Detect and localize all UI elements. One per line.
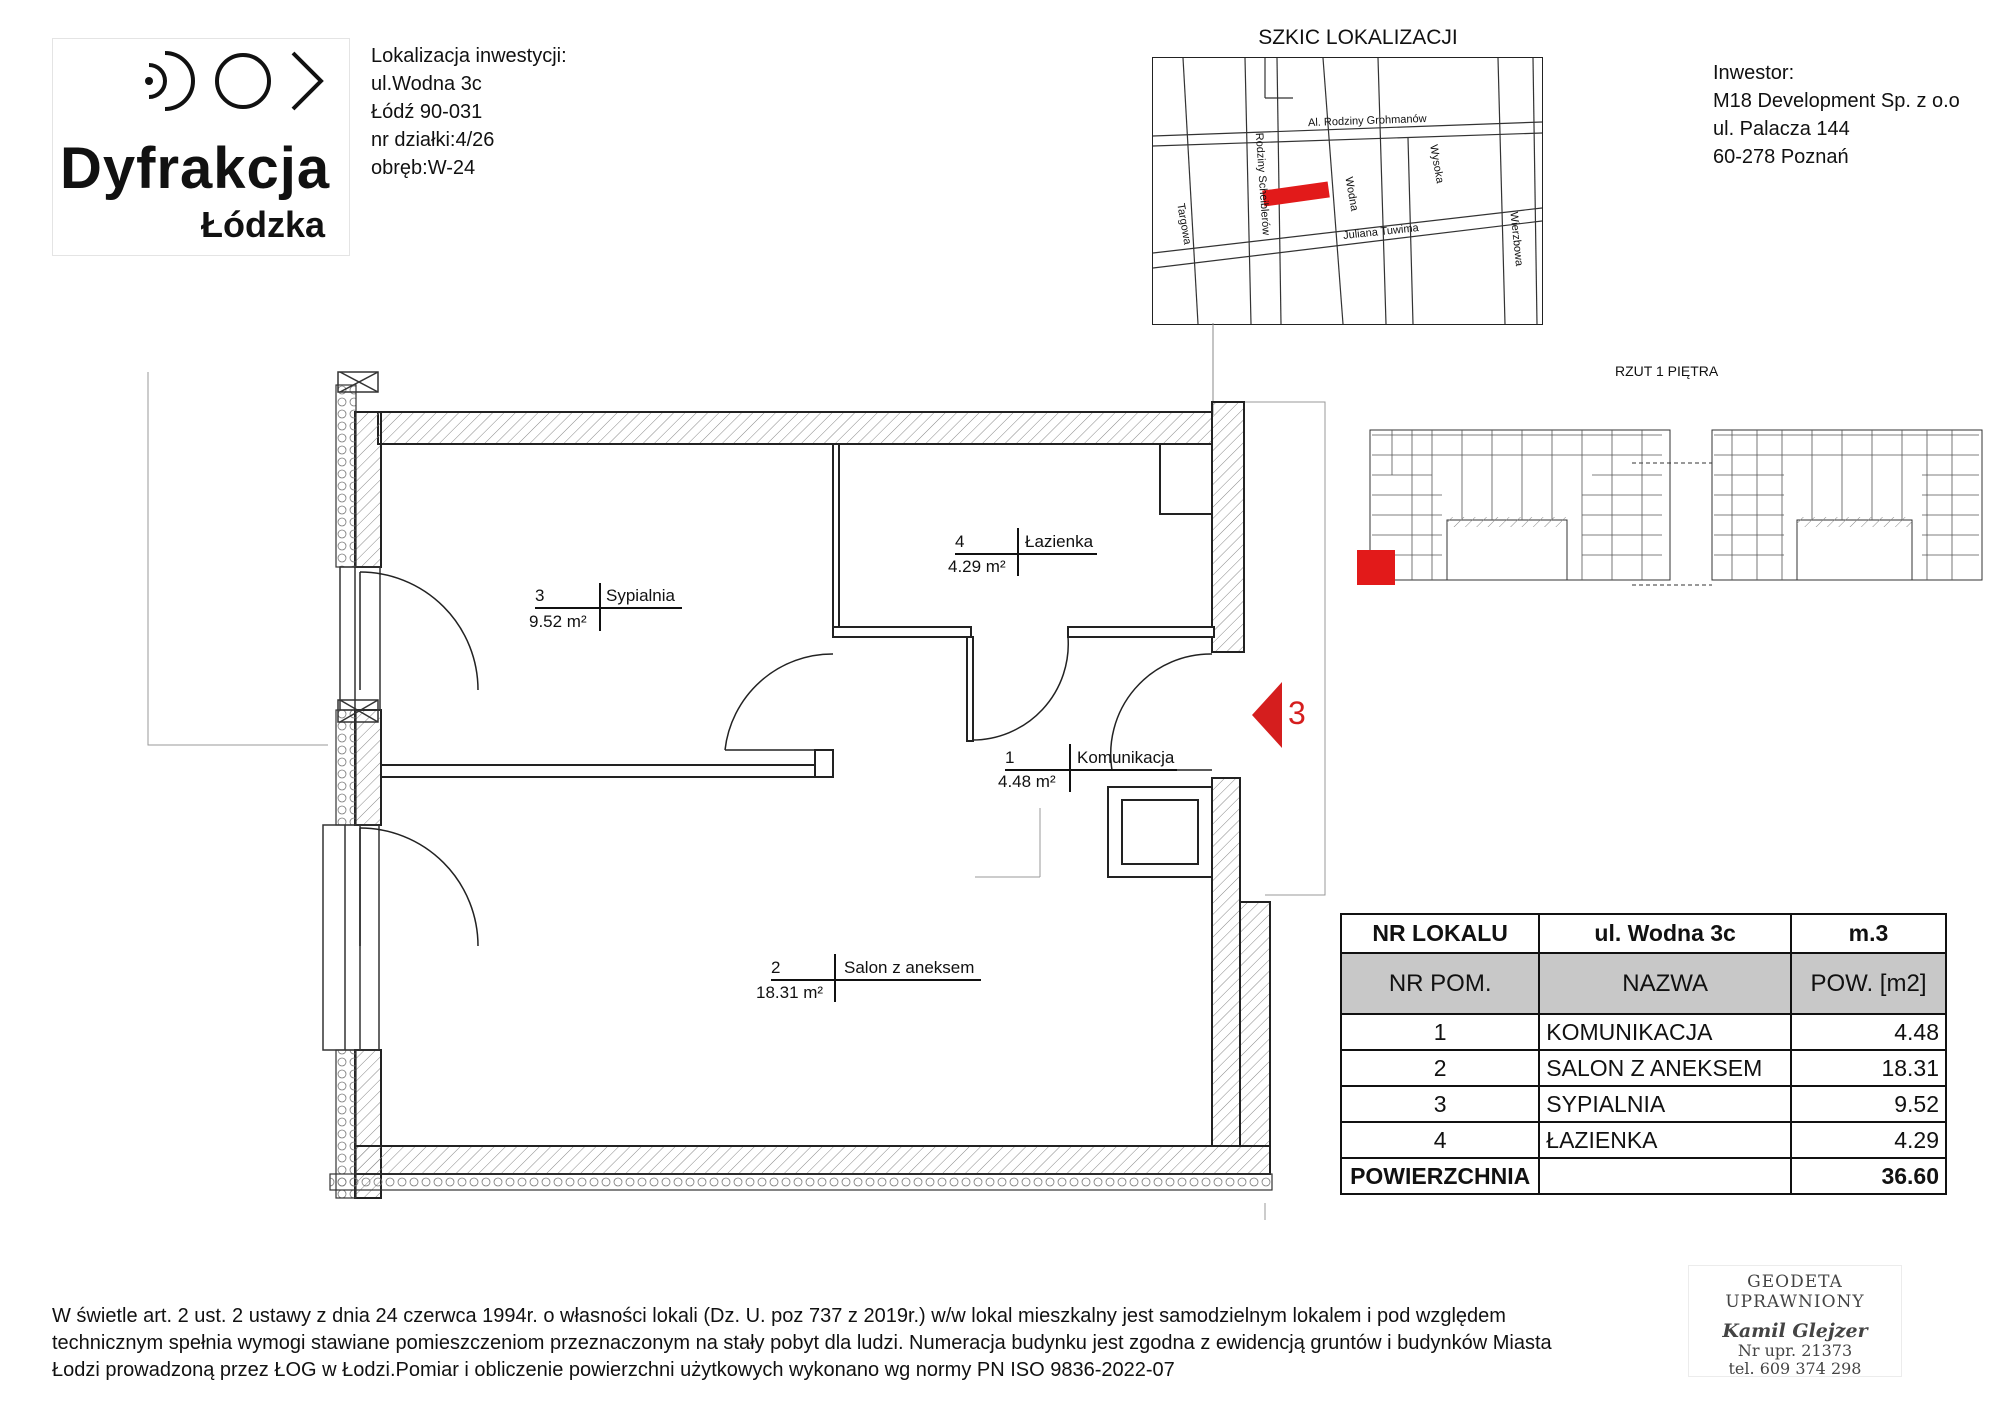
surveyor-stamp [1688, 1265, 1902, 1377]
legal-notice-line: Łodzi prowadzoną przez ŁOG w Łodzi.Pomiar i obliczenie powierzchni użytkowych wykonano wg normy PN ISO 9836-2022-07 [52, 1359, 1175, 1381]
table-cell: SYPIALNIA [1539, 1086, 1791, 1122]
room-area: 4.29 m² [948, 557, 1006, 576]
room-number: 4 [955, 532, 965, 551]
table-header-row [1341, 914, 1946, 953]
label-underline [535, 607, 682, 609]
investor-city: 60-278 Poznań [1713, 146, 1849, 168]
table-header-cell: NR LOKALU [1341, 914, 1539, 953]
table-cell [1539, 1158, 1791, 1194]
table-subheader-cell: NAZWA [1539, 953, 1791, 1014]
table-header-cell: ul. Wodna 3c [1539, 914, 1791, 953]
table-cell: 18.31 [1791, 1050, 1946, 1086]
table-cell: SALON Z ANEKSEM [1539, 1050, 1791, 1086]
unit-area-table [1340, 913, 1947, 1195]
street-label: Juliana Tuwima [1342, 222, 1420, 242]
logo-subtitle: Łódzka [201, 204, 326, 245]
table-subheader-cell: POW. [m2] [1791, 953, 1946, 1014]
table-row [1341, 1122, 1946, 1158]
table-subheader-cell: NR POM. [1341, 953, 1539, 1014]
key-plan-title: RZUT 1 PIĘTRA [1615, 363, 1719, 379]
label-underline [771, 979, 981, 981]
investor-name: M18 Development Sp. z o.o [1713, 90, 1960, 112]
table-cell: 1 [1341, 1014, 1539, 1050]
table-cell: ŁAZIENKA [1539, 1122, 1791, 1158]
street-label: Al. Rodziny Grohmanów [1307, 112, 1427, 130]
stamp-phone: tel. 609 374 298 [1728, 1359, 1862, 1378]
label-underline [955, 553, 1097, 555]
unit-highlight [1357, 550, 1395, 585]
unit-direction-marker [1252, 682, 1282, 748]
stamp-name: Kamil Glejzer [1722, 1320, 1868, 1342]
room-name: Łazienka [1025, 532, 1094, 551]
table-total-label: POWIERZCHNIA [1341, 1158, 1539, 1194]
label-divider [1069, 744, 1071, 792]
table-cell: 4.29 [1791, 1122, 1946, 1158]
location-plot: nr działki:4/26 [371, 129, 495, 151]
street-label: Rodziny Scheiblerów [1252, 132, 1272, 236]
table-row [1341, 1014, 1946, 1050]
street-label: Wierzbowa [1507, 211, 1526, 267]
table-cell: 2 [1341, 1050, 1539, 1086]
room-area: 4.48 m² [998, 772, 1056, 791]
table-subheader-row [1341, 953, 1946, 1014]
room-number: 2 [771, 958, 781, 977]
street-label: Targowa [1174, 202, 1194, 246]
logo-title: Dyfrakcja [60, 136, 331, 201]
room-name: Komunikacja [1077, 748, 1175, 767]
legal-notice-line: technicznym spełnia wymogi stawiane pomieszczeniom przeznaczonym na stały pobyt dla ludzi. Numeracja budynku jest zgodna z ewidencją gruntów i budynków Miasta [52, 1332, 1552, 1354]
table-cell: KOMUNIKACJA [1539, 1014, 1791, 1050]
stamp-title: GEODETA UPRAWNIONY [1725, 1272, 1865, 1312]
street-label: Wysoka [1427, 143, 1446, 185]
table-cell: 9.52 [1791, 1086, 1946, 1122]
room-area: 18.31 m² [756, 983, 824, 1002]
legal-notice-line: W świetle art. 2 ust. 2 ustawy z dnia 24 czerwca 1994r. o własności lokali (Dz. U. poz 737 z 2019r.) w/w lokal mieszkalny jest samodzielnym lokalem i pod względem [52, 1305, 1506, 1327]
stamp-license: Nr upr. 21373 [1737, 1341, 1853, 1360]
label-divider [1017, 528, 1019, 576]
table-row [1341, 1050, 1946, 1086]
room-name: Salon z aneksem [844, 958, 975, 977]
legal-notice [52, 1303, 1672, 1384]
room-name: Sypialnia [606, 586, 675, 605]
key-plan-thumbnail [1352, 425, 1992, 590]
label-underline [1005, 769, 1177, 771]
room-area: 9.52 m² [529, 612, 587, 631]
location-precinct: obręb:W-24 [371, 157, 476, 179]
table-cell: 4 [1341, 1122, 1539, 1158]
table-cell: 4.48 [1791, 1014, 1946, 1050]
room-number: 3 [535, 586, 545, 605]
location-map-title: SZKIC LOKALIZACJI [1258, 26, 1458, 49]
table-row [1341, 1086, 1946, 1122]
investor-street: ul. Palacza 144 [1713, 118, 1850, 140]
label-divider [834, 954, 836, 1002]
investor-label: Inwestor: [1713, 62, 1795, 84]
table-total-value: 36.60 [1791, 1158, 1946, 1194]
street-label: Wodna [1342, 175, 1361, 213]
table-cell: 3 [1341, 1086, 1539, 1122]
table-total-row [1341, 1158, 1946, 1194]
room-number: 1 [1005, 748, 1015, 767]
table-header-cell: m.3 [1791, 914, 1946, 953]
location-city: Łódź 90-031 [371, 101, 483, 123]
location-street: ul.Wodna 3c [371, 73, 482, 95]
location-label: Lokalizacja inwestycji: [371, 45, 567, 67]
unit-marker-number: 3 [1288, 695, 1306, 731]
